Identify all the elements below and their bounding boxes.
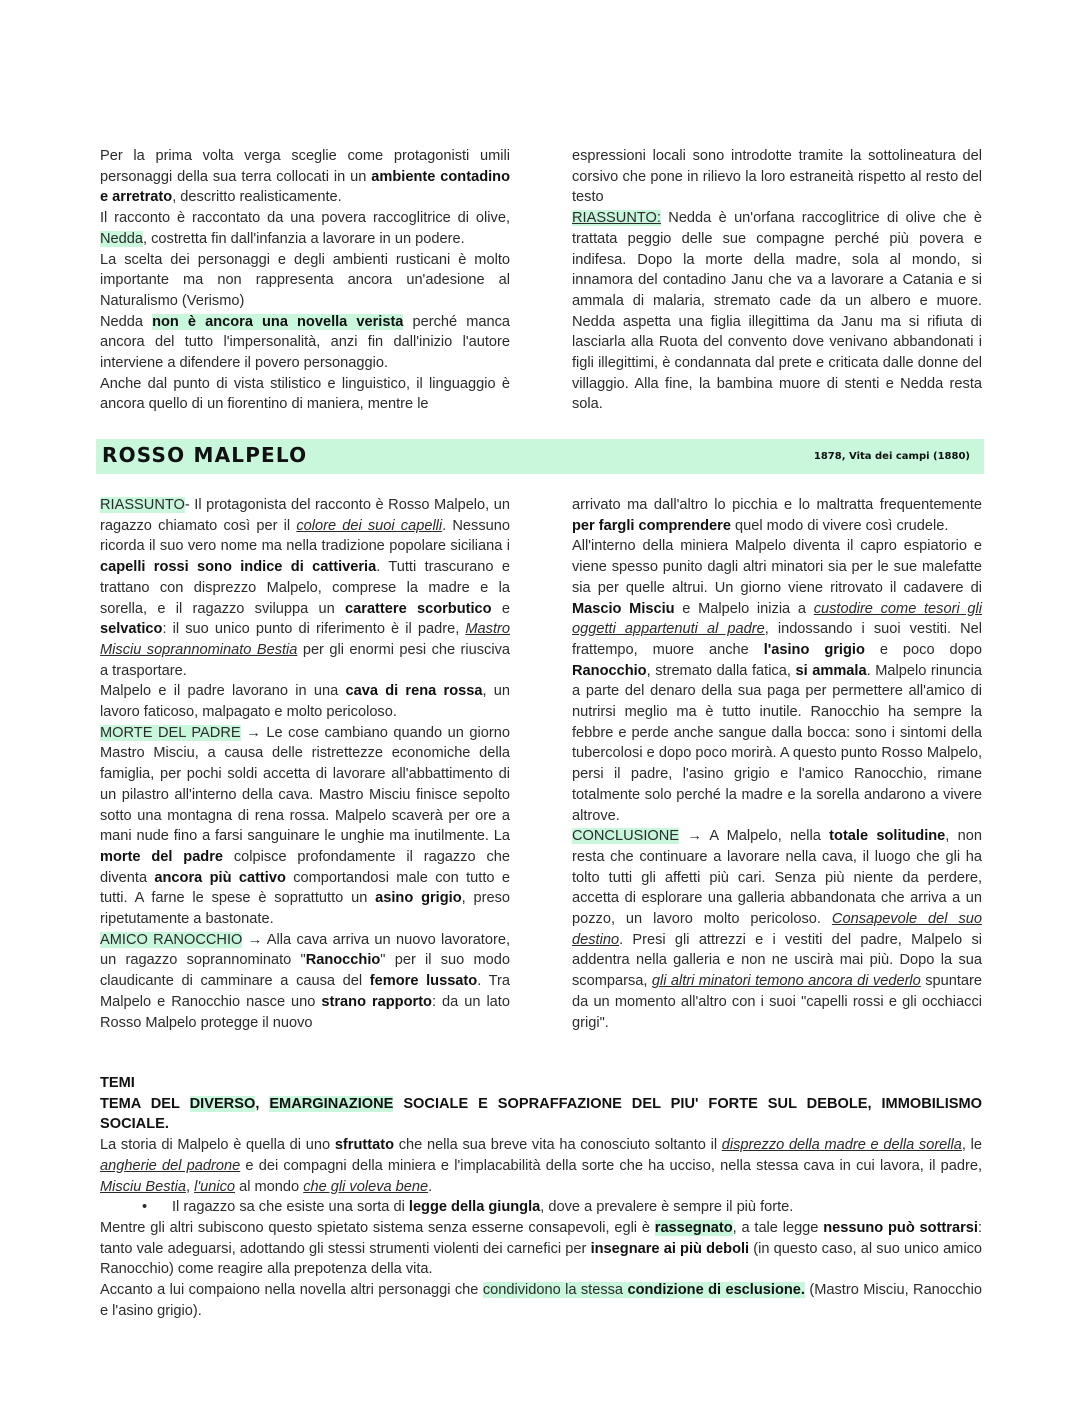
- section-title: ROSSO MALPELO: [102, 443, 308, 467]
- section-label: AMICO RANOCCHIO: [100, 931, 243, 948]
- themes-heading: TEMI: [100, 1075, 135, 1091]
- section-label: MORTE DEL PADRE: [100, 724, 241, 741]
- malpelo-left-column: [100, 495, 510, 1033]
- highlight: non è ancora una novella verista: [152, 313, 404, 330]
- malpelo-right-column: [572, 495, 982, 1033]
- malpelo-paragraph: RIASSUNTO- Il protagonista del racconto è Rosso Malpelo, un ragazzo chiamato così per il colore dei suoi capelli. Nessuno ricorda il suo vero nome ma nella tradizione popolare siciliana i capelli rossi sono indice di cattiveria. Tutti trascurano e trattano con disprezzo Malpelo, comprese la madre e la sorella, e il ragazzo sviluppa un carattere scorbutico e selvatico: il suo unico punto di riferimento è il padre, Mastro Misciu soprannominato Bestia per gli enormi pesi che riusciva a trasportare.: [100, 497, 510, 679]
- nedda-left-column: [100, 146, 510, 415]
- nedda-right-column: [572, 146, 982, 415]
- malpelo-paragraph: arrivato ma dall'altro lo picchia e lo maltratta frequentemente per fargli comprendere quel modo di vivere così crudele.: [572, 497, 982, 534]
- section-subtitle: 1878, Vita dei campi (1880): [813, 451, 970, 462]
- summary-label: RIASSUNTO: [100, 497, 185, 513]
- malpelo-paragraph: MORTE DEL PADRE → Le cose cambiano quando un giorno Mastro Misciu, a causa delle ristrettezze economiche della famiglia, per pochi soldi accetta di lavorare all'abbattimento di un pilastro all'interno della cava. Mastro Misciu finisce sepolto sotto una montagna di rena rossa. Malpelo scaverà per ore a mani nude fino a farsi sanguinare le unghie ma inutilmente. La morte del padre colpisce profondamente il ragazzo che diventa ancora più cattivo comportandosi male con tutto e tutti. A farne le spese è soprattutto un asino grigio, preso ripetutamente a bastonate.: [100, 724, 510, 928]
- malpelo-paragraph: All'interno della miniera Malpelo diventa il capro espiatorio e viene spesso punito dagli altri minatori sia per le sue malefatte sia per quelle altrui. Un giorno viene ritrovato il cadavere di Mascio Misciu e Malpelo inizia a custodire come tesori gli oggetti appartenuti al padre, indossando i suoi vestiti. Nel frattempo, muore anche l'asino grigio e poco dopo Ranocchio, stremato dalla fatica, si ammala. Malpelo rinuncia a parte del denaro della sua paga per permettere all'amico di nutrirsi meglio ma è tutto inutile. Ranocchio ha sempre la febbre e perde anche sangue dalla bocca: sono i sintomi della tubercolosi e dopo poco morirà. A questo punto Rosso Malpelo, persi il padre, l'asino grigio e l'amico Ranocchio, rimane totalmente solo perché la madre e la sorella andarono a vivere altrove.: [572, 538, 982, 824]
- themes-paragraph: Mentre gli altri subiscono questo spietato sistema senza esserne consapevoli, egli è rassegnato, a tale legge nessuno può sottrarsi: tanto vale adeguarsi, adottando gli stessi strumenti violenti dei carnefici per insegnare ai più deboli (in questo caso, al suo unico amico Ranocchio) come reagire alla prepotenza della vita.: [100, 1219, 983, 1278]
- nedda-summary: RIASSUNTO: Nedda è un'orfana raccoglitrice di olive che è trattata peggio delle sue compagne perché più povera e indifesa. Dopo la morte della madre, sola al mondo, si innamora del contadino Janu che va a lavorare a Catania e si ammala di malaria, stremato cade da un albero e muore. Nedda aspetta una figlia illegittima da Janu ma si rifiuta di lasciarla alla Ruota del convento dove venivano abbandonati i figli illegittimi, è condannata dal prete e criticata dalle donne del villaggio. Alla fine, la bambina muore di stenti e Nedda resta sola.: [572, 210, 983, 413]
- nedda-paragraph: Anche dal punto di vista stilistico e linguistico, il linguaggio è ancora quello di un fiorentino di maniera, mentre le: [100, 375, 510, 413]
- themes-title: TEMA DEL DIVERSO, EMARGINAZIONE SOCIALE E SOPRAFFAZIONE DEL PIU' FORTE SUL DEBOLE, IMMOBILISMO SOCIALE.: [100, 1095, 983, 1133]
- bullet-icon: •: [142, 1199, 148, 1216]
- malpelo-paragraph: Malpelo e il padre lavorano in una cava di rena rossa, un lavoro faticoso, malpagato e molto pericoloso.: [100, 683, 511, 721]
- highlight: Nedda: [100, 230, 144, 247]
- nedda-paragraph: La scelta dei personaggi e degli ambienti rusticani è molto importante ma non rappresenta ancora un'adesione al Naturalismo (Verismo): [100, 251, 510, 309]
- nedda-paragraph: espressioni locali sono introdotte tramite la sottolineatura del corsivo che pone in rilievo la loro estraneità rispetto al resto del testo: [572, 148, 982, 206]
- malpelo-paragraph: CONCLUSIONE → A Malpelo, nella totale solitudine, non resta che continuare a lavorare nella cava, il luogo che gli ha tolto tutti gli affetti più cari. Senza più niente da perdere, accetta di esplorare una galleria abbandonata che arriva a un pozzo, un lavoro molto pericoloso. Consapevole del suo destino. Presi gli attrezzi e i vestiti del padre, Malpelo si addentra nella galleria e non ne uscirà mai più. Dopo la sua scomparsa, gli altri minatori temono ancora di vederlo spuntare da un momento all'altro con i suoi "capelli rossi e gli occhiacci grigi".: [572, 828, 982, 1031]
- section-label: CONCLUSIONE: [572, 828, 680, 845]
- section-banner: [96, 439, 984, 474]
- nedda-paragraph: Per la prima volta verga sceglie come protagonisti umili personaggi della sua terra collocati in un ambiente contadino e arretrato, descritto realisticamente.: [100, 148, 510, 206]
- summary-label: RIASSUNTO:: [572, 210, 661, 227]
- themes-paragraph: Accanto a lui compaiono nella novella altri personaggi che condividono la stessa condizione di esclusione. (Mastro Misciu, Ranocchio e l'asino grigio).: [100, 1282, 982, 1319]
- themes-paragraph: La storia di Malpelo è quella di uno sfruttato che nella sua breve vita ha conosciuto soltanto il disprezzo della madre e della sorella, le angherie del padrone e dei compagni della miniera e l'implacabilità della sorte che ha ucciso, nella stessa cava in cui lavora, il padre, Misciu Bestia, l'unico al mondo che gli voleva bene.: [100, 1137, 983, 1195]
- nedda-paragraph: Nedda non è ancora una novella verista perché manca ancora del tutto l'impersonalità, anzi fin dall'inizio l'autore interviene a difendere il povero personaggio.: [100, 313, 511, 372]
- nedda-paragraph: Il racconto è raccontato da una povera raccoglitrice di olive, Nedda, costretta fin dall'infanzia a lavorare in un podere.: [100, 210, 510, 247]
- malpelo-paragraph: AMICO RANOCCHIO → Alla cava arriva un nuovo lavoratore, un ragazzo soprannominato "Ranocchio" per il suo modo claudicante di camminare a causa del femore lussato. Tra Malpelo e Ranocchio nasce uno strano rapporto: da un lato Rosso Malpelo protegge il nuovo: [100, 931, 511, 1031]
- themes-bullet: • Il ragazzo sa che esiste una sorta di legge della giungla, dove a prevalere è sempre il più forte.: [100, 1197, 982, 1218]
- themes-section: [100, 1073, 982, 1321]
